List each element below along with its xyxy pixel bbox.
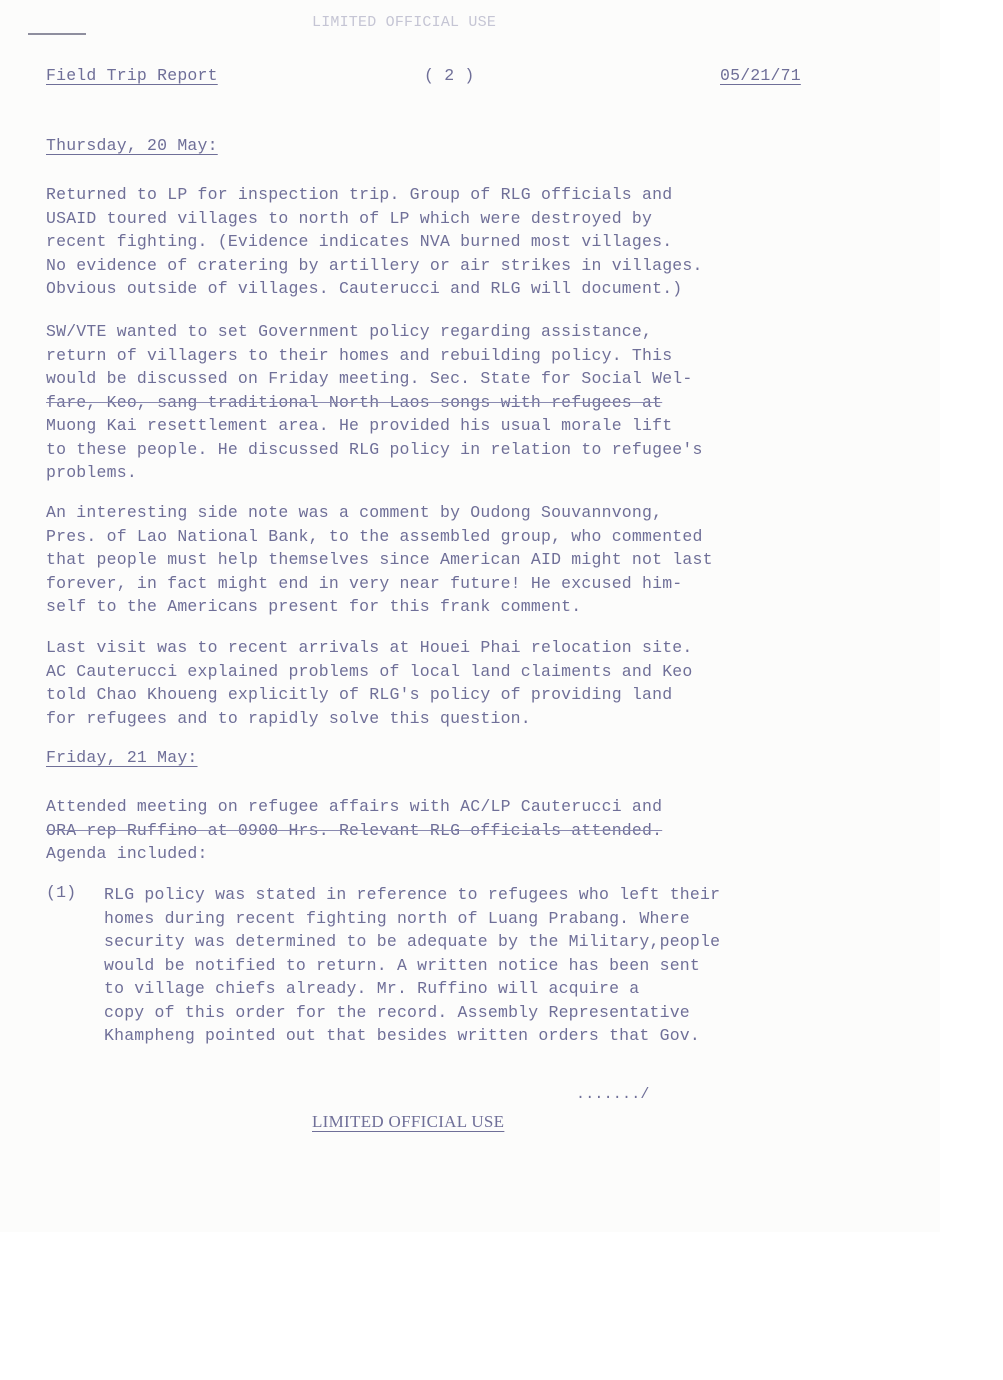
text-line: recent fighting. (Evidence indicates NVA burned most villages. — [46, 232, 673, 251]
text-line: for refugees and to rapidly solve this question. — [46, 708, 531, 728]
text-line: would be notified to return. A written notice has been sent — [104, 955, 700, 975]
section-heading-thursday: Thursday, 20 May: — [46, 136, 218, 155]
text-line: Obvious outside of villages. Cauterucci and RLG will document.) — [46, 279, 683, 298]
top-left-pen-mark — [28, 33, 86, 35]
text-line: copy of this order for the record. Assembly Representative — [104, 1002, 690, 1022]
agenda-item-number: (1) — [46, 883, 77, 902]
text-line: No evidence of cratering by artillery or air strikes in villages. — [46, 255, 703, 275]
text-line: problems. — [46, 463, 137, 482]
text-line: Pres. of Lao National Bank, to the assembled group, who commented — [46, 526, 703, 546]
text-line: would be discussed on Friday meeting. Sec. State for Social Wel- — [46, 369, 693, 388]
paragraph-friday-1 — [46, 795, 886, 866]
text-line: homes during recent fighting north of Luang Prabang. Where — [104, 908, 690, 928]
paragraph-thursday-1 — [46, 183, 886, 301]
paragraph-thursday-4 — [46, 636, 886, 730]
paragraph-thursday-2 — [46, 320, 886, 485]
text-line: Returned to LP for inspection trip. Group of RLG officials and — [46, 185, 673, 204]
text-line: told Chao Khoueng explicitly of RLG's policy of providing land — [46, 685, 673, 704]
paragraph-thursday-3 — [46, 501, 886, 619]
agenda-item-text — [104, 883, 884, 1048]
footer-classification: LIMITED OFFICIAL USE — [312, 1112, 505, 1131]
text-line: fare, Keo, sang traditional North Laos songs with refugees at — [46, 392, 663, 412]
report-date: 05/21/71 — [720, 66, 801, 85]
top-classification-mark: LIMITED OFFICIAL USE — [312, 14, 497, 31]
text-line: return of villagers to their homes and rebuilding policy. This — [46, 345, 673, 365]
text-line: to village chiefs already. Mr. Ruffino will acquire a — [104, 979, 640, 998]
text-line: USAID toured villages to north of LP which were destroyed by — [46, 208, 653, 228]
text-line: to these people. He discussed RLG policy in relation to refugee's — [46, 439, 703, 459]
text-line: ORA rep Ruffino at 0900 Hrs. Relevant RLG officials attended. — [46, 820, 663, 840]
text-line: security was determined to be adequate by the Military,people — [104, 932, 721, 951]
text-line: SW/VTE wanted to set Government policy regarding assistance, — [46, 322, 653, 341]
report-title: Field Trip Report — [46, 66, 218, 85]
text-line: AC Cauterucci explained problems of local land claiments and Keo — [46, 661, 693, 681]
text-line: Agenda included: — [46, 844, 208, 863]
text-line: Muong Kai resettlement area. He provided his usual morale lift — [46, 416, 673, 435]
section-heading-friday: Friday, 21 May: — [46, 748, 198, 767]
text-line: forever, in fact might end in very near future! He excused him- — [46, 573, 683, 593]
continuation-mark: ......./ — [576, 1086, 650, 1103]
text-line: Khampheng pointed out that besides written orders that Gov. — [104, 1026, 700, 1045]
text-line: An interesting side note was a comment by Oudong Souvannvong, — [46, 503, 663, 522]
page-number: ( 2 ) — [424, 66, 475, 85]
text-line: Attended meeting on refugee affairs with AC/LP Cauterucci and — [46, 797, 663, 816]
text-line: RLG policy was stated in reference to refugees who left their — [104, 885, 721, 904]
text-line: self to the Americans present for this frank comment. — [46, 597, 582, 616]
text-line: that people must help themselves since American AID might not last — [46, 550, 713, 569]
text-line: Last visit was to recent arrivals at Houei Phai relocation site. — [46, 638, 693, 657]
